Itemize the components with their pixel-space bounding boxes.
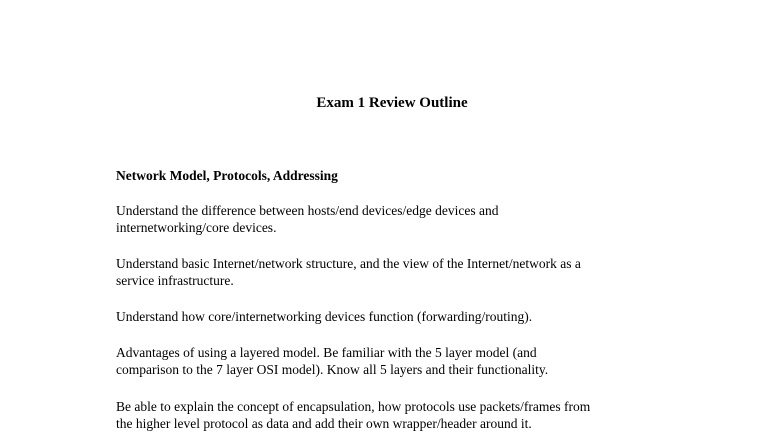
paragraph-internet-structure bbox=[116, 255, 676, 289]
paragraph-hosts-vs-core bbox=[116, 202, 676, 236]
paragraph-line: comparison to the 7 layer OSI model). Know all 5 layers and their functionality. bbox=[116, 362, 549, 377]
paragraph-line: Understand basic Internet/network structure, and the view of the Internet/network as a bbox=[116, 256, 581, 271]
paragraph-line: service infrastructure. bbox=[116, 273, 234, 288]
paragraph-line: internetworking/core devices. bbox=[116, 220, 277, 235]
paragraph-line: Be able to explain the concept of encapsulation, how protocols use packets/frames from bbox=[116, 399, 591, 414]
paragraph-line: Advantages of using a layered model. Be familiar with the 5 layer model (and bbox=[116, 345, 537, 360]
section-heading: Network Model, Protocols, Addressing bbox=[116, 168, 338, 183]
paragraph-encapsulation bbox=[116, 398, 676, 432]
paragraph-line: Understand the difference between hosts/end devices/edge devices and bbox=[116, 203, 499, 218]
paragraph-line: the higher level protocol as data and add their own wrapper/header around it. bbox=[116, 416, 532, 431]
paragraph-layered-model bbox=[116, 344, 676, 378]
paragraph-line: Understand how core/internetworking devices function (forwarding/routing). bbox=[116, 309, 533, 324]
document-title: Exam 1 Review Outline bbox=[316, 95, 468, 111]
paragraph-core-devices bbox=[116, 308, 676, 325]
